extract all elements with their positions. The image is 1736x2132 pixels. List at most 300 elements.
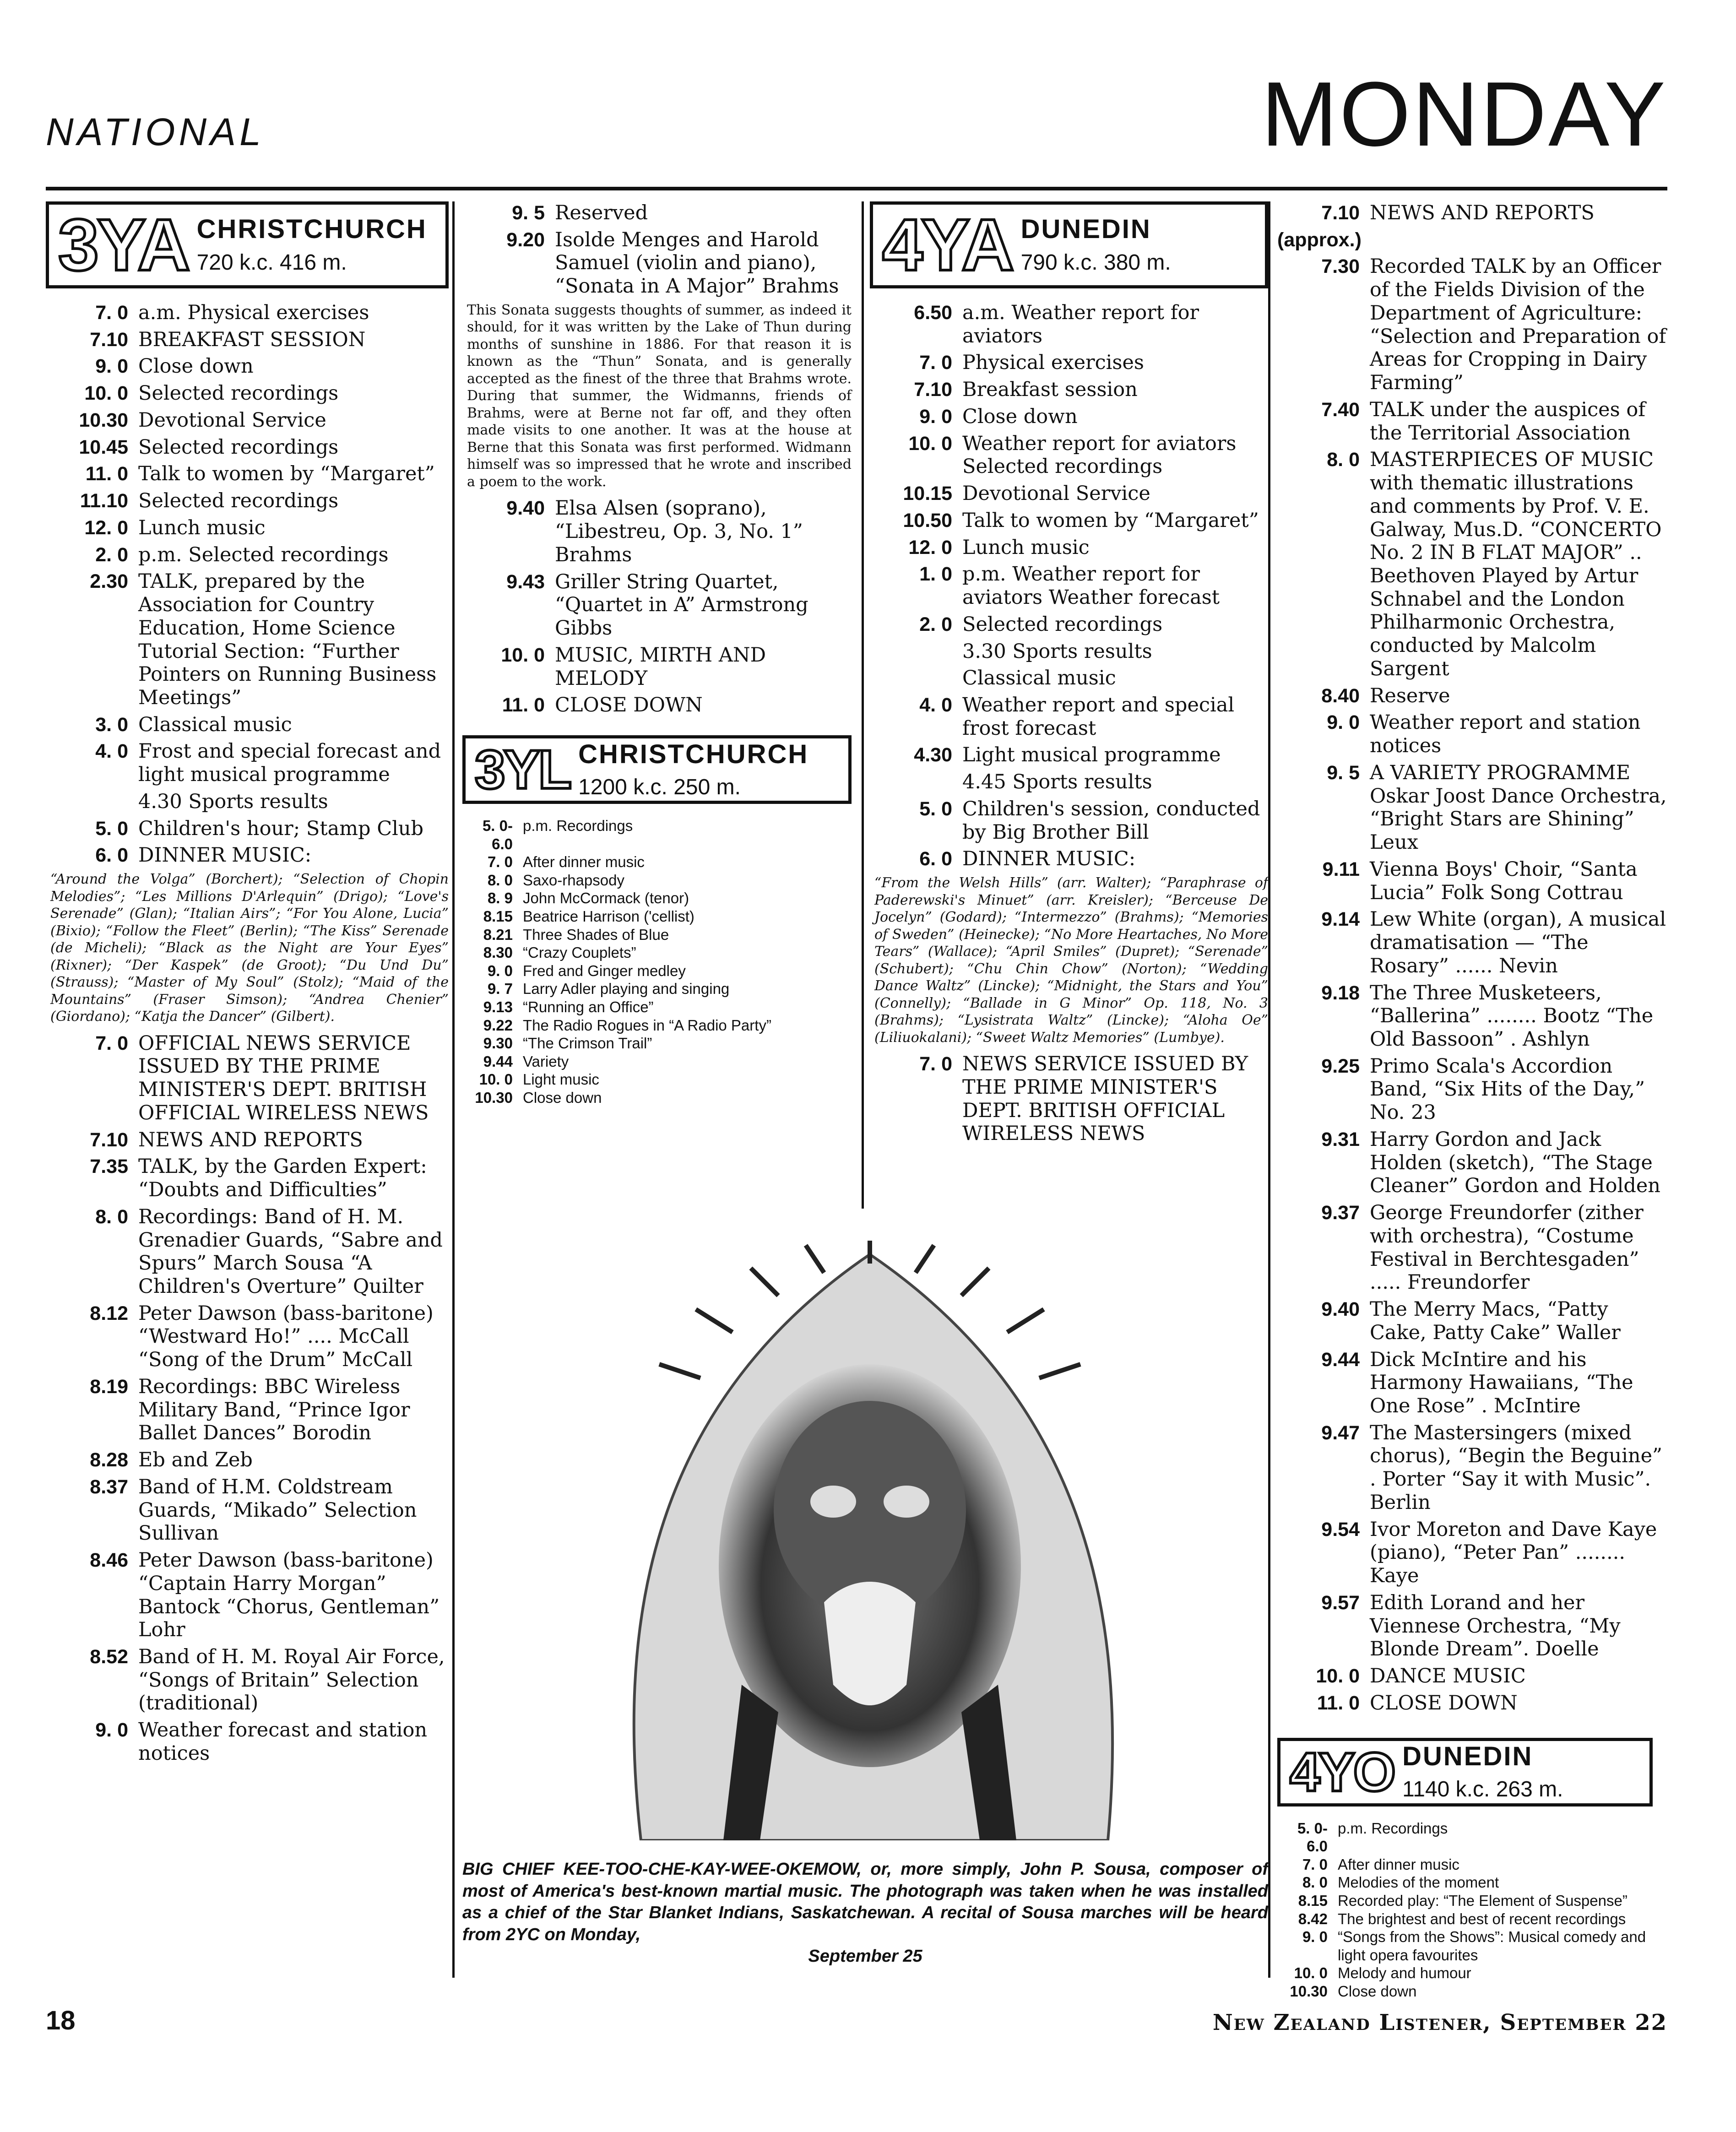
programme-item bbox=[462, 570, 852, 640]
dinner-music-note: “Around the Volga” (Borchert); “Selection of Chopin Melodies”; “Les Millions D'Arlequin” (Drigo); “Love's Serenade” (Glan); “Italian Airs”; “For You Alone, Lucia” (Bixio); “Follow the Fleet” (Berlin); “The Kiss” Serenade (de Micheli); “Black as the Night are Your Eyes” (Rixner); “Der Kaspek” (de Groot); “Du Und Du” (Strauss); “Master of My Soul” (Stolz); “Maid of the Mountains” (Fraser Simson); “Andrea Chenier” (Giordano); “Katja the Dancer” (Gilbert). bbox=[50, 871, 449, 1025]
column-4ya-continued bbox=[1277, 201, 1671, 2000]
programme-item bbox=[1277, 448, 1671, 680]
programme-title: George Freundorfer (zither with orchestra), “Costume Festival in Berchtesgaden” ..... Freundorfer bbox=[1370, 1201, 1644, 1294]
programme-title: BREAKFAST SESSION bbox=[138, 328, 366, 351]
column-divider bbox=[452, 201, 455, 1978]
programme-item bbox=[462, 980, 852, 998]
programme-item bbox=[46, 516, 449, 540]
programme-time: 2.30 bbox=[90, 570, 128, 593]
station-frequency: 1200 k.c. 250 m. bbox=[578, 775, 741, 799]
station-box-4yo bbox=[1277, 1738, 1653, 1807]
programme-title: The brightest and best of recent recordings bbox=[1338, 1910, 1626, 1927]
programme-title: Classical music bbox=[962, 667, 1116, 690]
programme-title: Light music bbox=[523, 1071, 599, 1088]
programme-item bbox=[46, 1645, 449, 1715]
programme-item bbox=[870, 847, 1268, 871]
programme-time: 9.30 bbox=[483, 1035, 513, 1052]
station-box-4ya bbox=[870, 201, 1268, 288]
programme-title: Weather report and special frost forecast bbox=[962, 694, 1235, 740]
programme-item bbox=[1277, 1201, 1671, 1294]
programme-title: Harry Gordon and Jack Holden (sketch), “The Stage Cleaner” Gordon and Holden bbox=[1370, 1128, 1660, 1198]
programme-time: 7.40 bbox=[1321, 398, 1360, 421]
programme-time: 9.31 bbox=[1321, 1128, 1360, 1150]
programme-item bbox=[1277, 1910, 1671, 1928]
programme-time: 8.42 bbox=[1298, 1910, 1328, 1927]
programme-time: 12. 0 bbox=[84, 516, 128, 539]
station-sign: 4YO bbox=[1290, 1741, 1394, 1803]
programme-item bbox=[1277, 1819, 1671, 1855]
programme-item bbox=[1277, 908, 1671, 977]
programme-time: 9. 0 bbox=[95, 1719, 128, 1741]
programme-time: 8.19 bbox=[90, 1375, 128, 1398]
programme-time: 7. 0 bbox=[487, 853, 513, 871]
programme-time: 8.37 bbox=[90, 1476, 128, 1498]
column-4ya bbox=[870, 201, 1268, 1149]
programme-title: p.m. Recordings bbox=[1338, 1819, 1448, 1837]
caption-text: BIG CHIEF KEE-TOO-CHE-KAY-WEE-OKEMOW, or, more simply, John P. Sousa, composer of most of America's best-known martial music. The photograph was taken when he was installed as a chief of the Star Blanket Indians, Saskatchewan. A recital of Sousa marches will be heard from 2YC on Monday, bbox=[462, 1860, 1268, 1944]
programme-time: 9.44 bbox=[1321, 1348, 1360, 1371]
photo-caption bbox=[462, 1859, 1268, 1968]
programme-time: 4. 0 bbox=[919, 694, 952, 716]
programme-item bbox=[870, 509, 1268, 532]
programme-time bbox=[46, 790, 138, 814]
programme-title: 4.45 Sports results bbox=[962, 770, 1152, 794]
programme-time: 9. 0 bbox=[1327, 711, 1360, 734]
programme-list-small bbox=[462, 817, 852, 1107]
programme-title: Griller String Quartet, “Quartet in A” Armstrong Gibbs bbox=[555, 570, 808, 640]
programme-list bbox=[870, 1052, 1268, 1145]
programme-time: 7.30 bbox=[1321, 255, 1360, 278]
programme-title: Melodies of the moment bbox=[1338, 1874, 1499, 1891]
dinner-music-note: “From the Welsh Hills” (arr. Walter); “Paraphrase of Paderewski's Minuet” (arr. Kreisler); “Berceuse De Jocelyn” (Godard); “Intermezzo” (Brahms); “Memories of Sweden” (Heinecke); “No More Heartaches, No More Tears” (Wallace); “April Smiles” (Dupret); “Serenade” (Schubert); “Chu Chin Chow” (Norton); “Wedding Dance Waltz” (Lincke); “Midnight, the Stars and You” (Connelly); “Ballade in G Minor” Op. 118, No. 3 (Brahms); “Lysistrata Waltz” (Lincke); “Aloha Oe” (Liliuokalani); “Sweet Waltz Memories” (Lumbye). bbox=[874, 875, 1268, 1046]
programme-title: Close down bbox=[523, 1089, 602, 1106]
programme-time: 8. 0 bbox=[1327, 449, 1360, 471]
programme-title: Recorded TALK by an Officer of the Fields Division of the Department of Agriculture: “Selection and Preparation of Areas for Cropping in Dairy Farming” bbox=[1370, 255, 1666, 395]
programme-item bbox=[1277, 858, 1671, 904]
programme-item bbox=[870, 301, 1268, 347]
programme-title: p.m. Selected recordings bbox=[138, 543, 389, 566]
programme-time: 7.35 bbox=[90, 1156, 128, 1178]
programme-item bbox=[870, 1052, 1268, 1145]
programme-title: Devotional Service bbox=[138, 408, 326, 432]
programme-time: 7. 0 bbox=[95, 1032, 128, 1054]
programme-item bbox=[1277, 1892, 1671, 1910]
station-sign: 4YA bbox=[882, 204, 1013, 286]
programme-time: 5. 0-6.0 bbox=[1297, 1819, 1328, 1855]
programme-title: Larry Adler playing and singing bbox=[523, 980, 730, 998]
programme-time: 5. 0 bbox=[919, 797, 952, 820]
publication-name: New Zealand Listener, September 22 bbox=[1212, 2010, 1667, 2035]
programme-time: 7.10 bbox=[90, 328, 128, 351]
station-city: DUNEDIN bbox=[1020, 214, 1151, 244]
programme-title: DINNER MUSIC: bbox=[962, 847, 1136, 871]
programme-time: 8. 0 bbox=[1302, 1874, 1328, 1891]
page-number: 18 bbox=[46, 2006, 76, 2035]
station-city: CHRISTCHURCH bbox=[578, 739, 809, 769]
programme-time: (approx.) bbox=[1277, 228, 1362, 251]
programme-time: 9. 5 bbox=[512, 202, 545, 224]
programme-title: 3.30 Sports results bbox=[962, 640, 1152, 663]
programme-time: 8. 9 bbox=[487, 890, 513, 907]
programme-time: 9.40 bbox=[1321, 1298, 1360, 1321]
programme-title: Selected recordings bbox=[138, 435, 339, 459]
programme-item bbox=[46, 1032, 449, 1125]
sonata-note: This Sonata suggests thoughts of summer, as indeed it should, for it was written by the Lake of Thun during months of sunshine in 1886. For that reason it is known as the “Thun” Sonata, and is generally accepted as the finest of the three that Brahms wrote. During that summer, the Widmanns, friends of Brahms, were at Berne not far off, and they often made visits to one another. It was at the house at Berne that this Sonata was first performed. Widmann himself was so impressed that he wrote and inscribed a poem to the work. bbox=[467, 302, 852, 490]
programme-title: Selected recordings bbox=[962, 613, 1163, 636]
programme-item bbox=[462, 201, 852, 225]
programme-title: The Mastersingers (mixed chorus), “Begin the Beguine” . Porter “Say it with Music”. Berlin bbox=[1370, 1421, 1662, 1514]
programme-item bbox=[46, 409, 449, 432]
programme-list bbox=[1277, 201, 1671, 1715]
programme-item bbox=[462, 1089, 852, 1107]
programme-time: 9.43 bbox=[506, 570, 545, 593]
programme-title: “Running an Office” bbox=[523, 998, 654, 1015]
programme-item bbox=[462, 1052, 852, 1071]
programme-item bbox=[1277, 1591, 1671, 1661]
programme-time: 9.57 bbox=[1321, 1591, 1360, 1614]
station-box-3ya bbox=[46, 201, 449, 288]
programme-title: Fred and Ginger medley bbox=[523, 962, 686, 979]
programme-title: p.m. Recordings bbox=[523, 817, 633, 835]
programme-time: 10. 0 bbox=[1294, 1964, 1328, 1982]
programme-title: Dick McIntire and his Harmony Hawaiians, “The One Rose” . McIntire bbox=[1370, 1348, 1633, 1417]
programme-title: Weather report for aviators Selected recordings bbox=[962, 432, 1237, 478]
programme-item bbox=[870, 640, 1268, 663]
programme-list bbox=[46, 301, 449, 867]
programme-item bbox=[870, 694, 1268, 740]
programme-title: Three Shades of Blue bbox=[523, 926, 669, 943]
programme-item bbox=[462, 907, 852, 926]
programme-item bbox=[462, 962, 852, 980]
programme-title: TALK, by the Garden Expert: “Doubts and Difficulties” bbox=[138, 1155, 427, 1202]
programme-time: 2. 0 bbox=[919, 613, 952, 635]
programme-item bbox=[46, 1476, 449, 1545]
programme-time: 10.30 bbox=[475, 1089, 513, 1106]
column-3ya-continued bbox=[462, 201, 852, 1107]
programme-time: 9.47 bbox=[1321, 1421, 1360, 1444]
programme-time: 2. 0 bbox=[95, 543, 128, 566]
sousa-photograph bbox=[504, 1227, 1236, 1840]
programme-title: a.m. Physical exercises bbox=[138, 301, 369, 324]
programme-time: 9. 0 bbox=[1302, 1928, 1328, 1946]
station-city: CHRISTCHURCH bbox=[196, 214, 427, 244]
programme-time: 12. 0 bbox=[908, 536, 952, 559]
station-box-3yl bbox=[462, 735, 852, 804]
programme-item bbox=[870, 378, 1268, 401]
station-frequency: 790 k.c. 380 m. bbox=[1020, 250, 1171, 275]
programme-title: Lunch music bbox=[962, 536, 1090, 559]
programme-time: 8. 0 bbox=[487, 871, 513, 889]
programme-item bbox=[462, 644, 852, 690]
programme-title: Breakfast session bbox=[962, 378, 1138, 401]
programme-item bbox=[462, 1070, 852, 1089]
programme-item bbox=[462, 926, 852, 944]
programme-item bbox=[1277, 1298, 1671, 1344]
programme-item bbox=[462, 944, 852, 962]
programme-time: 9.18 bbox=[1321, 982, 1360, 1004]
programme-title: Edith Lorand and her Viennese Orchestra, “My Blonde Dream”. Doelle bbox=[1370, 1591, 1621, 1661]
programme-title: NEWS AND REPORTS bbox=[138, 1128, 363, 1151]
programme-item bbox=[462, 1016, 852, 1035]
programme-time: 9. 0 bbox=[95, 355, 128, 378]
programme-item bbox=[46, 1719, 449, 1765]
programme-time: 9.14 bbox=[1321, 908, 1360, 931]
programme-title: A VARIETY PROGRAMME Oskar Joost Dance Orchestra, “Bright Stars are Shining” Leux bbox=[1370, 761, 1667, 854]
programme-title: Selected recordings bbox=[138, 382, 339, 405]
programme-item bbox=[870, 667, 1268, 690]
programme-item bbox=[1277, 1665, 1671, 1688]
programme-item bbox=[462, 497, 852, 566]
programme-title: Peter Dawson (bass-baritone) “Captain Harry Morgan” Bantock “Chorus, Gentleman” Lohr bbox=[138, 1549, 440, 1642]
programme-title: Devotional Service bbox=[962, 482, 1150, 505]
programme-time: 8.15 bbox=[1298, 1892, 1328, 1909]
header-national: NATIONAL bbox=[46, 110, 265, 153]
programme-item bbox=[46, 462, 449, 486]
programme-title: Light musical programme bbox=[962, 743, 1221, 767]
programme-title: Elsa Alsen (soprano), “Libestreu, Op. 3, No. 1” Brahms bbox=[555, 497, 803, 566]
programme-title: TALK under the auspices of the Territorial Association bbox=[1370, 398, 1646, 445]
programme-title: MASTERPIECES OF MUSIC with thematic illustrations and comments by Prof. V. E. Galway, Mus.D. “CONCERTO No. 2 IN B FLAT MAJOR” .. Beethoven Played by Artur Schnabel and the London Philharmonic Orchestra, conducted by Malcolm Sargent bbox=[1370, 448, 1662, 680]
programme-time: 7.10 bbox=[90, 1128, 128, 1151]
programme-title: Classical music bbox=[138, 713, 292, 736]
programme-title: Band of H.M. Coldstream Guards, “Mikado” Selection Sullivan bbox=[138, 1475, 417, 1545]
programme-item bbox=[1277, 1055, 1671, 1124]
programme-item bbox=[46, 436, 449, 459]
programme-item bbox=[462, 998, 852, 1016]
programme-time: 5. 0-6.0 bbox=[482, 817, 513, 852]
programme-title: The Merry Macs, “Patty Cake, Patty Cake” Waller bbox=[1370, 1298, 1621, 1344]
programme-time: 6. 0 bbox=[919, 848, 952, 870]
programme-time: 11. 0 bbox=[502, 694, 545, 716]
programme-time: 9. 7 bbox=[487, 980, 513, 998]
programme-item bbox=[462, 228, 852, 298]
programme-item bbox=[870, 563, 1268, 609]
programme-title: “Crazy Couplets” bbox=[523, 944, 636, 961]
programme-title: 4.30 Sports results bbox=[138, 790, 328, 813]
programme-item bbox=[46, 1205, 449, 1298]
programme-title: MUSIC, MIRTH AND MELODY bbox=[555, 643, 766, 690]
programme-time: 9.11 bbox=[1322, 858, 1360, 880]
programme-item bbox=[46, 1448, 449, 1472]
programme-item bbox=[870, 797, 1268, 844]
programme-time bbox=[870, 770, 962, 794]
programme-title: After dinner music bbox=[523, 853, 645, 871]
programme-item bbox=[1277, 761, 1671, 854]
programme-item bbox=[1277, 982, 1671, 1051]
programme-title: Weather report and station notices bbox=[1370, 711, 1641, 758]
programme-item bbox=[1277, 1348, 1671, 1418]
programme-time: 10. 0 bbox=[908, 432, 952, 455]
programme-item bbox=[462, 694, 852, 717]
programme-title: a.m. Weather report for aviators bbox=[962, 301, 1199, 347]
programme-item bbox=[46, 790, 449, 814]
programme-time: 7. 0 bbox=[95, 302, 128, 324]
programme-title: After dinner music bbox=[1338, 1855, 1459, 1873]
programme-item bbox=[1277, 684, 1671, 708]
programme-title: NEWS SERVICE ISSUED BY THE PRIME MINISTER'S DEPT. BRITISH OFFICIAL WIRELESS NEWS bbox=[962, 1052, 1248, 1145]
column-divider bbox=[1268, 201, 1270, 1978]
programme-title: Reserved bbox=[555, 201, 648, 224]
programme-item bbox=[870, 405, 1268, 429]
programme-title: Vienna Boys' Choir, “Santa Lucia” Folk Song Cottrau bbox=[1370, 857, 1638, 904]
programme-list bbox=[462, 497, 852, 717]
programme-item bbox=[1277, 1518, 1671, 1588]
programme-title: Physical exercises bbox=[962, 351, 1144, 374]
programme-time: 10. 0 bbox=[501, 644, 545, 666]
programme-item bbox=[46, 1375, 449, 1445]
programme-list-small bbox=[1277, 1819, 1671, 2001]
programme-item bbox=[46, 382, 449, 405]
programme-time: 8. 0 bbox=[95, 1205, 128, 1228]
programme-time: 7.10 bbox=[914, 379, 952, 401]
programme-time: 6.50 bbox=[914, 302, 952, 324]
programme-time: 8.12 bbox=[90, 1302, 128, 1324]
programme-title: “The Crimson Trail” bbox=[523, 1035, 652, 1052]
programme-title: Children's hour; Stamp Club bbox=[138, 817, 424, 840]
programme-item bbox=[1277, 1421, 1671, 1514]
programme-time: 8.30 bbox=[483, 944, 513, 961]
programme-time: 8.28 bbox=[90, 1449, 128, 1471]
programme-item bbox=[870, 613, 1268, 636]
programme-time: 7. 0 bbox=[919, 1053, 952, 1075]
programme-list bbox=[462, 201, 852, 298]
programme-item bbox=[870, 482, 1268, 505]
programme-time: 7. 0 bbox=[919, 352, 952, 374]
programme-time: 10.45 bbox=[79, 436, 128, 458]
programme-time: 10. 0 bbox=[1316, 1665, 1360, 1687]
column-divider bbox=[862, 201, 864, 1209]
programme-item bbox=[46, 328, 449, 352]
programme-title: Recordings: BBC Wireless Military Band, “Prince Igor Ballet Dances” Borodin bbox=[138, 1375, 410, 1445]
programme-item bbox=[46, 543, 449, 567]
programme-title: Children's session, conducted by Big Brother Bill bbox=[962, 797, 1260, 844]
programme-time: 4. 0 bbox=[95, 740, 128, 763]
programme-time: 10. 0 bbox=[479, 1071, 513, 1088]
programme-time: 8.52 bbox=[90, 1646, 128, 1668]
header-rule bbox=[46, 187, 1667, 190]
programme-title bbox=[1370, 228, 1671, 252]
programme-title: Close down bbox=[138, 355, 254, 378]
programme-item bbox=[46, 1128, 449, 1152]
programme-time bbox=[870, 667, 962, 690]
programme-item bbox=[1277, 228, 1671, 252]
programme-time: 8.21 bbox=[483, 926, 513, 943]
programme-time: 9. 0 bbox=[919, 405, 952, 428]
programme-item bbox=[1277, 398, 1671, 445]
programme-time: 10.30 bbox=[1290, 1982, 1328, 2000]
programme-title: p.m. Weather report for aviators Weather forecast bbox=[962, 563, 1220, 609]
programme-time: 3. 0 bbox=[95, 713, 128, 736]
programme-title: Band of H. M. Royal Air Force, “Songs of Britain” Selection (traditional) bbox=[138, 1645, 445, 1715]
programme-item bbox=[1277, 1928, 1671, 1964]
programme-item bbox=[46, 1302, 449, 1372]
caption-date: September 25 bbox=[808, 1947, 922, 1966]
programme-item bbox=[46, 740, 449, 786]
programme-item bbox=[462, 1034, 852, 1052]
programme-item bbox=[870, 536, 1268, 559]
programme-list bbox=[870, 301, 1268, 871]
programme-time: 9.20 bbox=[506, 228, 545, 251]
programme-title: Isolde Menges and Harold Samuel (violin and piano), “Sonata in A Major” Brahms bbox=[555, 228, 839, 298]
programme-time: 9.54 bbox=[1321, 1518, 1360, 1541]
programme-title: TALK, prepared by the Association for Country Education, Home Science Tutorial Section: “Further Pointers on Running Business Meetings” bbox=[138, 570, 437, 710]
programme-item bbox=[462, 817, 852, 853]
programme-item bbox=[1277, 1128, 1671, 1198]
programme-time: 10.50 bbox=[903, 509, 952, 532]
programme-time: 10. 0 bbox=[84, 382, 128, 405]
programme-title: Variety bbox=[523, 1052, 569, 1070]
programme-time: 11. 0 bbox=[1317, 1692, 1360, 1714]
programme-title: Primo Scala's Accordion Band, “Six Hits of the Day,” No. 23 bbox=[1370, 1054, 1645, 1124]
programme-item bbox=[1277, 1855, 1671, 1874]
programme-time: 9.22 bbox=[483, 1016, 513, 1034]
programme-item bbox=[46, 1549, 449, 1642]
programme-title: Peter Dawson (bass-baritone) “Westward Ho!” .... McCall “Song of the Drum” McCall bbox=[138, 1302, 434, 1372]
programme-item bbox=[1277, 711, 1671, 757]
programme-title: Saxo-rhapsody bbox=[523, 871, 624, 889]
station-sign: 3YL bbox=[475, 739, 570, 801]
programme-list bbox=[46, 1032, 449, 1765]
programme-time: 11.10 bbox=[80, 490, 128, 512]
programme-time: 8.46 bbox=[90, 1549, 128, 1572]
programme-item bbox=[462, 889, 852, 907]
programme-title: Weather forecast and station notices bbox=[138, 1719, 428, 1765]
programme-title: Selected recordings bbox=[138, 489, 339, 513]
station-frequency: 720 k.c. 416 m. bbox=[196, 250, 347, 275]
programme-item bbox=[46, 713, 449, 737]
programme-time: 9. 5 bbox=[1327, 761, 1360, 784]
programme-title: CLOSE DOWN bbox=[555, 694, 703, 717]
programme-title: Lew White (organ), A musical dramatisation — “The Rosary” ...... Nevin bbox=[1370, 908, 1666, 977]
programme-title: Close down bbox=[1338, 1982, 1417, 2000]
programme-title: Close down bbox=[962, 405, 1078, 428]
programme-item bbox=[46, 301, 449, 325]
programme-title: Lunch music bbox=[138, 516, 266, 539]
programme-title: Beatrice Harrison ('cellist) bbox=[523, 908, 694, 925]
programme-time: 6. 0 bbox=[95, 844, 128, 867]
programme-title: The Three Musketeers, “Ballerina” ........ Bootz “The Old Bassoon” . Ashlyn bbox=[1370, 981, 1654, 1051]
programme-item bbox=[870, 432, 1268, 478]
programme-time: 11. 0 bbox=[85, 463, 128, 485]
programme-time: 7.10 bbox=[1321, 202, 1360, 224]
station-city: DUNEDIN bbox=[1402, 1741, 1533, 1771]
programme-time: 8.15 bbox=[483, 908, 513, 925]
programme-title: Melody and humour bbox=[1338, 1964, 1471, 1982]
programme-time: 5. 0 bbox=[95, 817, 128, 840]
programme-title: Eb and Zeb bbox=[138, 1448, 253, 1472]
programme-time: 4.30 bbox=[914, 744, 952, 766]
programme-item bbox=[46, 355, 449, 378]
programme-title: Ivor Moreton and Dave Kaye (piano), “Peter Pan” ........ Kaye bbox=[1370, 1518, 1657, 1588]
column-3ya bbox=[46, 201, 449, 1769]
programme-item bbox=[870, 770, 1268, 794]
programme-time: 1. 0 bbox=[919, 563, 952, 586]
header-day: MONDAY bbox=[1261, 63, 1667, 165]
programme-item bbox=[1277, 1982, 1671, 2001]
programme-item bbox=[870, 743, 1268, 767]
programme-time: 8.40 bbox=[1321, 684, 1360, 707]
programme-item bbox=[1277, 1692, 1671, 1715]
programme-title: Recorded play: “The Element of Suspense” bbox=[1338, 1892, 1628, 1909]
programme-item bbox=[46, 844, 449, 867]
programme-time: 10.30 bbox=[79, 409, 128, 431]
programme-item bbox=[46, 817, 449, 841]
programme-item bbox=[46, 489, 449, 513]
programme-item bbox=[1277, 1964, 1671, 1982]
programme-time: 9.37 bbox=[1321, 1202, 1360, 1224]
programme-item bbox=[46, 570, 449, 709]
programme-item bbox=[462, 871, 852, 890]
